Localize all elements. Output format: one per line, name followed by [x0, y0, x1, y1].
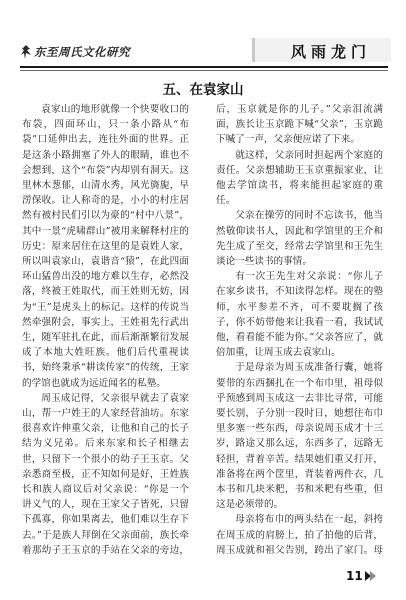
column-title: 风雨龙门: [291, 43, 372, 61]
page-marker-icon: [363, 569, 377, 583]
page-number: 11: [346, 569, 363, 583]
page-header: [0, 0, 406, 72]
text-column-right: [216, 102, 383, 557]
paragraph: 母亲将布巾的两头结在一起，斜挎在周玉成的肩膀上，拍了拍他的后背，周玉成就和祖父告别，跨出了家门。母: [216, 514, 383, 556]
header-rule-thin: [20, 70, 388, 71]
paragraph: 周玉成记得，父亲很早就去了袁家山，帮一户姓王的人家经营油坊。东家很喜欢许伸重父亲，让他和自己的长子结为义兄弟。后来东家和长子相继去世，只留下一个很小的幼子王玉京。父亲悉商至极，正不知如何是好，王姓族长和族人商议后对父亲说：“你是一个讲义气的人，现在王家父子皆死，只留下孤寡，你如果离去，他们难以生存下去。”于是族人拜倒在父亲面前，族长牵着那幼子王玉京的手站在父亲的旁边，: [22, 392, 189, 556]
paragraph: 父亲在操劳的同时不忘读书，他当然敬仰读书人，因此和学馆里的王介和先生成了至交，经常去学馆里和王先生谈论一些读书的事情。: [216, 210, 383, 268]
paragraph: 有一次王先生对父亲说：“你儿子在家乡读书，不知读得怎样。现在的塾师，水平参差不齐，可不要耽搁了孩子，你不妨带他来让我看一看，我试试他，看看能不能为你。”父亲答应了，就倍加重，让周玉成去袁家山。: [216, 271, 383, 359]
header-rule-thick: [20, 66, 388, 68]
paragraph: 后，玉京就是你的儿子。”父亲泪流满面，族长让玉京跪下喊“父亲”，玉京跪下喊了一声，父亲便应诺了下来。: [216, 104, 383, 146]
text-column-left: [22, 102, 189, 557]
section-title: 五、在袁家山: [162, 82, 244, 98]
journal-name: 东至周氏文化研究: [34, 45, 130, 59]
paragraph: 于是母亲为周玉成准备行囊，她将要带的东西捆扎在一个布巾里，祖母似乎预感到周玉成这一去非比寻常，可能要长别，子分别一段时日，她想往布巾里多塞一些东西，母亲说周玉成才十三岁，路途又那么远，东西多了，远路无轻担，背着辛苦。结果她们重又打开，准备将在两个筐里，背装着两件衣，几本书和几块米粑，书和米粑有些重，但这是必须带的。: [216, 362, 383, 511]
paragraph: 就这样，父亲同时担起两个家庭的责任。父亲想辅助王玉京重振家业，让他去学馆读书，将来能担起家庭的重任。: [216, 149, 383, 207]
column-banner: [252, 38, 391, 62]
paragraph: 袁家山的地形就像一个快要收口的布袋，四面环山，只一条小路从“布袋”口延伸出去，连往外面的世界。正是这条小路拥塞了外人的眼睛，谁也不会想到，这个“布袋”内却别有洞天。这里林木葱郁，山清水秀，风光旖旎，早涝保收。让人称奇的是，小小的村庄居然有被村民们引以为豪的“村中八景”，其中一景“虎啸群山”被用来解释村庄的历史：原来居住在这里的是袁姓人家，所以叫袁家山，袁谐音“猿”，在此四面环山猛兽出没的地方难以生存，必然没落，终被王姓取代，而王姓则无妨，因为“王”是虎头上的标记。这样的传说当然牵强附会，事实上，王姓祖先行武出生，随军驻扎在此，而后渐渐繁衍发展成了本地大姓旺族。他们后代重视读书，始终秉承“耕读传家”的传统，王家的学馆也就成为远近闻名的私塾。: [22, 104, 189, 389]
journal-logo-icon: [20, 44, 32, 60]
